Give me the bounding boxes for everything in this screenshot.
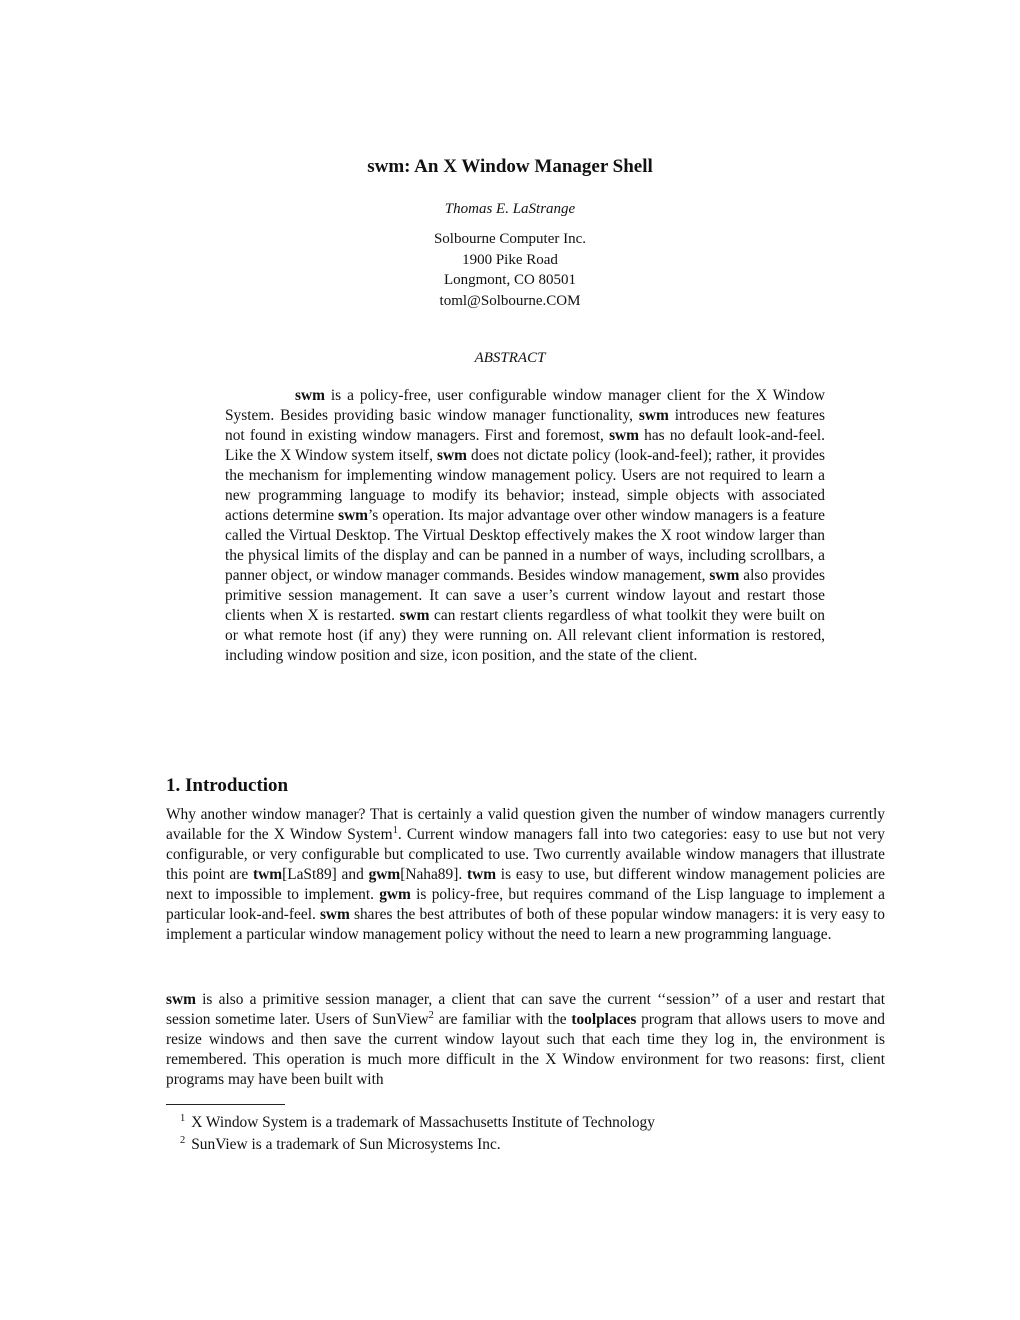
abstract-text (225, 386, 825, 666)
footnotes (180, 1112, 880, 1156)
text-run: Why another window manager? That is certainly a valid question given the number of window managers currently available for the X Window System (166, 806, 885, 843)
footnote-rule (166, 1104, 285, 1105)
footnote-1-mark: 1 (180, 1112, 186, 1124)
footnote-2-mark: 2 (180, 1134, 186, 1146)
intro-paragraph-1 (166, 805, 885, 945)
section-heading-introduction: 1. Introduction (166, 775, 289, 796)
bold-term: twm (253, 866, 283, 883)
bold-term: swm (319, 906, 350, 923)
text-run: does not dictate policy (look-and-feel); rather, it provides the mechanism for implementing window management policy. Users are not required to learn a new programming language to modify its behavior; instead, simple objects with associated actions determine (225, 447, 825, 524)
text-run: can restart clients regardless of what toolkit they were built on or what remote host (if any) they were running on. All relevant client information is restored, including window position and size, icon position, and the state of the client. (225, 607, 825, 664)
bold-term: swm (437, 447, 467, 464)
affiliation-company: Solbourne Computer Inc. (433, 231, 587, 247)
footnote-2-text: SunView is a trademark of Sun Microsystems Inc. (191, 1136, 501, 1153)
footnote-ref: 2 (428, 1009, 434, 1021)
footnote-1 (180, 1112, 880, 1134)
abstract-heading: ABSTRACT (474, 350, 546, 366)
text-run: [LaSt89] and (282, 866, 369, 883)
affiliation-street: 1900 Pike Road (462, 251, 558, 268)
bold-term: swm (609, 427, 639, 444)
text-run: is a policy-free, user configurable window manager client for the X Window System. Besides providing basic window manager functionality, (225, 387, 825, 424)
text-run: ’s operation. Its major advantage over other window managers is a feature called the Virtual Desktop. The Virtual Desktop effectively makes the X root window larger than the physical limits of the display and can be panned in a number of ways, including scrollbars, a panner object, or window manager commands. Besides window management, (225, 507, 825, 584)
footnote-ref: 1 (392, 824, 398, 836)
text-run: [Naha89]. (400, 866, 467, 883)
bold-term: twm (466, 866, 497, 883)
text-run: is policy-free, but requires command of the Lisp language to implement a particular look-and-feel. (166, 886, 885, 923)
footnote-1-text: X Window System is a trademark of Massachusetts Institute of Technology (191, 1114, 655, 1131)
intro-paragraph-2 (166, 990, 885, 1090)
text-run: introduces new features not found in existing window managers. First and foremost, (225, 407, 825, 444)
author-affiliation (0, 229, 1020, 311)
footnote-2 (180, 1134, 880, 1156)
text-run: shares the best attributes of both of these popular window managers: it is very easy to implement a particular window management policy without the need to learn a new programming language. (166, 906, 885, 943)
bold-term: swm (166, 991, 196, 1008)
affiliation-city: Longmont, CO 80501 (443, 272, 577, 288)
bold-term: swm (338, 507, 369, 524)
bold-term: gwm (379, 886, 411, 903)
bold-term: swm (709, 567, 740, 584)
affiliation-email: toml@Solbourne.COM (439, 292, 581, 309)
bold-term: gwm (368, 866, 401, 883)
bold-term: swm (638, 407, 669, 424)
author-name: Thomas E. LaStrange (444, 201, 576, 217)
bold-term: toolplaces (571, 1011, 637, 1028)
text-run: program that allows users to move and resize windows and then save the current window layout such that each time they log in, the environment is remembered. This operation is much more difficult in the X Window environment for two reasons: first, client programs may have been built with (166, 1011, 885, 1088)
text-run: also provides primitive session management. It can save a user’s current window layout and restart those clients when X is restarted. (225, 567, 825, 624)
text-run: are familiar with the (433, 1011, 572, 1028)
text-run: . Current window managers fall into two categories: easy to use but not very configurable, or very configurable but complicated to use. Two currently available window managers that illustrate this point are (166, 826, 885, 883)
text-run: has no default look-and-feel. Like the X Window system itself, (225, 427, 825, 464)
text-run: is easy to use, but different window management policies are next to impossible to implement. (166, 866, 885, 903)
bold-term: swm (399, 607, 430, 624)
text-run: is also a primitive session manager, a client that can save the current ‘‘session’’ of a user and restart that session sometime later. Users of SunView (166, 991, 885, 1028)
paper-title: swm: An X Window Manager Shell (367, 156, 653, 177)
bold-term: swm (295, 387, 325, 404)
